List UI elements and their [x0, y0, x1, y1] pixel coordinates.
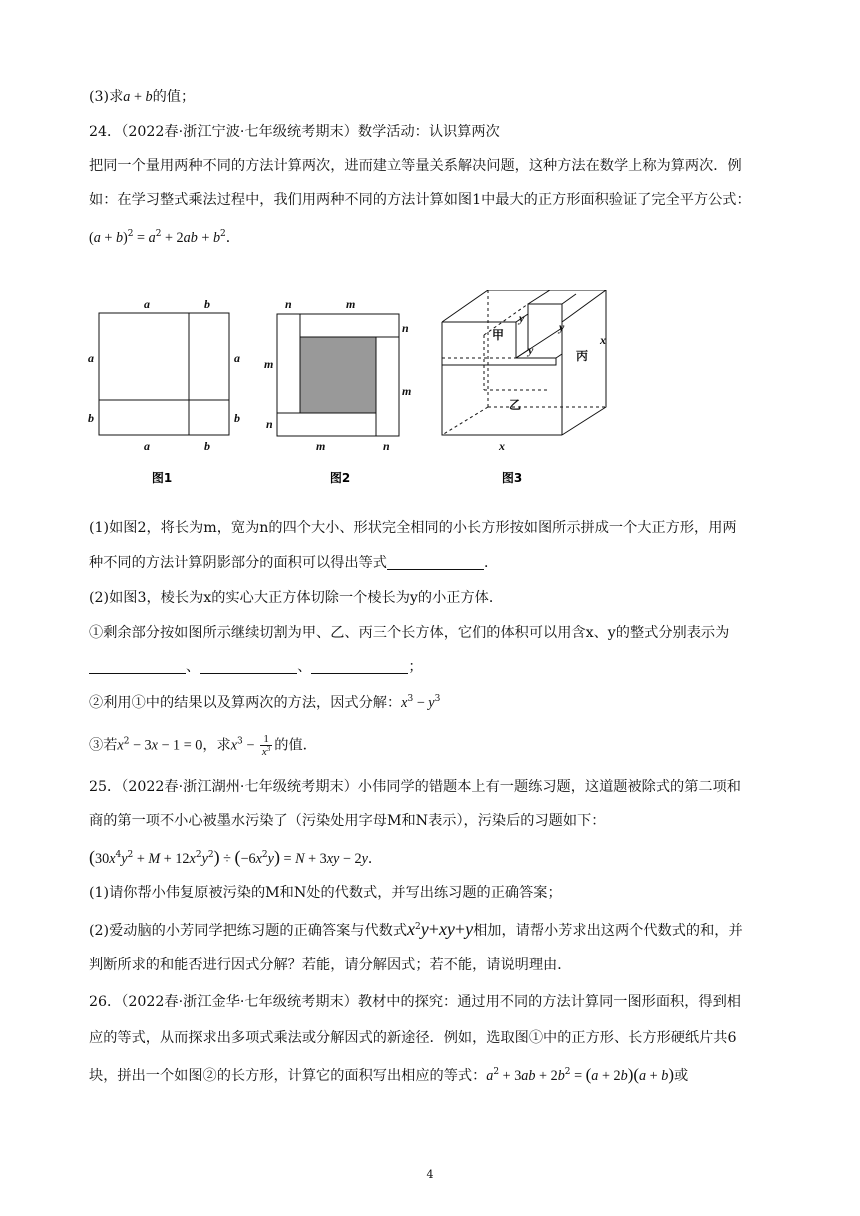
fig2-label-n-bottom: n — [383, 439, 390, 453]
fig3-label-x-right: x — [600, 333, 606, 347]
fig2-label-n-left: n — [266, 417, 273, 431]
fig2-label-m-right: m — [402, 384, 412, 398]
answer-blank-1[interactable] — [387, 554, 484, 570]
fig1-label-a-left: a — [88, 351, 94, 365]
q24-part2-1-blanks: 、 、 ； — [89, 656, 423, 678]
fig3-label-y-mid: y — [559, 320, 565, 334]
fig3-caption: 图3 — [501, 471, 523, 485]
page-number: 4 — [426, 1168, 434, 1181]
fig2-label-m-left: m — [264, 357, 274, 371]
answer-blank-bing[interactable] — [311, 658, 408, 674]
q24-heading: 24．（2022春·浙江宁波·七年级统考期末）数学活动：认识算两次 — [89, 124, 500, 140]
q24-formula: $(a + b)^2 = a^2 + 2ab + b^2$． — [89, 229, 240, 246]
fig2-label-m-top: m — [346, 297, 356, 311]
fig1-label-b-right: b — [234, 411, 240, 425]
answer-blank-yi[interactable] — [200, 658, 297, 674]
q25-heading-line1: 25．（2022春·浙江湖州·七年级统考期末）小伟同学的错题本上有一题练习题，这道题被除式的第二项和 — [89, 779, 741, 795]
answer-blank-jia[interactable] — [89, 658, 186, 674]
fig2-label-m-bottom: m — [316, 439, 326, 453]
q24-intro-line1: 把同一个量用两种不同的方法计算两次，进而建立等量关系解决问题，这种方法在数学上称为算两次．例 — [89, 158, 742, 174]
q24-part1-line2: 种不同的方法计算阴影部分的面积可以得出等式 ． — [89, 555, 499, 571]
fig2-caption: 图2 — [329, 471, 351, 485]
q24-part2-3: ③若$x^2 - 3x - 1 = 0$，求$x^3$ − $\frac{1}{x^3}$ 的值． — [89, 733, 317, 758]
fig3-label-yi: 乙 — [509, 398, 522, 412]
fig1-label-b-top: b — [204, 297, 210, 311]
fig1-label-a-bottom: a — [144, 439, 150, 453]
q26-line2: 应的等式，从而探求出多项式乘法或分解因式的新途径．例如，选取图①中的正方形、长方形硬纸片共6 — [89, 1030, 737, 1046]
q23-part3: (3)求a + b的值； — [89, 89, 196, 105]
fig1-caption: 图1 — [151, 471, 173, 485]
q24-part1-line1: (1)如图2，将长为m，宽为n的四个大小、形状完全相同的小长方形按如图所示拼成一个大正方形，用两 — [89, 520, 737, 536]
q25-equation: $(30x^4y^2 + M + 12x^2y^2) \div (-6x^2y) = N + 3xy - 2y$． — [89, 847, 383, 867]
fig3-label-jia: 甲 — [492, 328, 505, 342]
q24-part2-2: ②利用①中的结果以及算两次的方法，因式分解：$x^3 - y^3$ — [89, 694, 441, 711]
q25-part1: (1)请你帮小伟复原被污染的M和N处的代数式，并写出练习题的正确答案； — [89, 885, 562, 901]
fig3-label-bing: 丙 — [576, 349, 589, 363]
figures-1-2-3 — [80, 290, 640, 495]
fig3-label-y-low: y — [528, 343, 534, 357]
q25-heading-line2: 商的第一项不小心被墨水污染了（污染处用字母M和N表示），污染后的习题如下： — [89, 813, 606, 829]
q25-part2-line2: 判断所求的和能否进行因式分解？若能，请分解因式；若不能，请说明理由． — [89, 957, 572, 973]
fig1-label-b-bottom: b — [204, 439, 210, 453]
fig1-label-b-left: b — [88, 411, 94, 425]
figure-2-rectangles-diagram — [277, 314, 399, 436]
fig2-label-n-top: n — [285, 297, 292, 311]
q24-part2: (2)如图3，棱长为x的实心大正方体切除一个棱长为y的小正方体． — [89, 590, 504, 606]
q24-part2-1: ①剩余部分按如图所示继续切割为甲、乙、丙三个长方体，它们的体积可以用含x、y的整式分别表示为 — [89, 625, 730, 641]
figure-1-square-diagram — [99, 313, 229, 435]
fig3-label-y-small: y — [519, 311, 525, 325]
fig1-label-a-right: a — [234, 351, 240, 365]
q25-part2-line1: (2)爱动脑的小芳同学把练习题的正确答案与代数式$x^2y+xy+y$相加，请帮小芳求出这两个代数式的和，并 — [89, 919, 743, 939]
fig1-label-a-top: a — [144, 297, 150, 311]
fig3-label-x-bottom: x — [499, 439, 505, 453]
q26-line3: 块，拼出一个如图②的长方形，计算它的面积写出相应的等式：$a^2 + 3ab + 2b^2 = (a + 2b)(a + b)$或 — [89, 1065, 689, 1084]
fig2-label-n-right-top: n — [402, 321, 409, 335]
q24-intro-line2: 如：在学习整式乘法过程中，我们用两种不同的方法计算如图1中最大的正方形面积验证了完全平方公式： — [89, 192, 751, 208]
q26-line1: 26．（2022春·浙江金华·七年级统考期末）教材中的探究：通过用不同的方法计算同一图形面积，得到相 — [89, 994, 741, 1010]
